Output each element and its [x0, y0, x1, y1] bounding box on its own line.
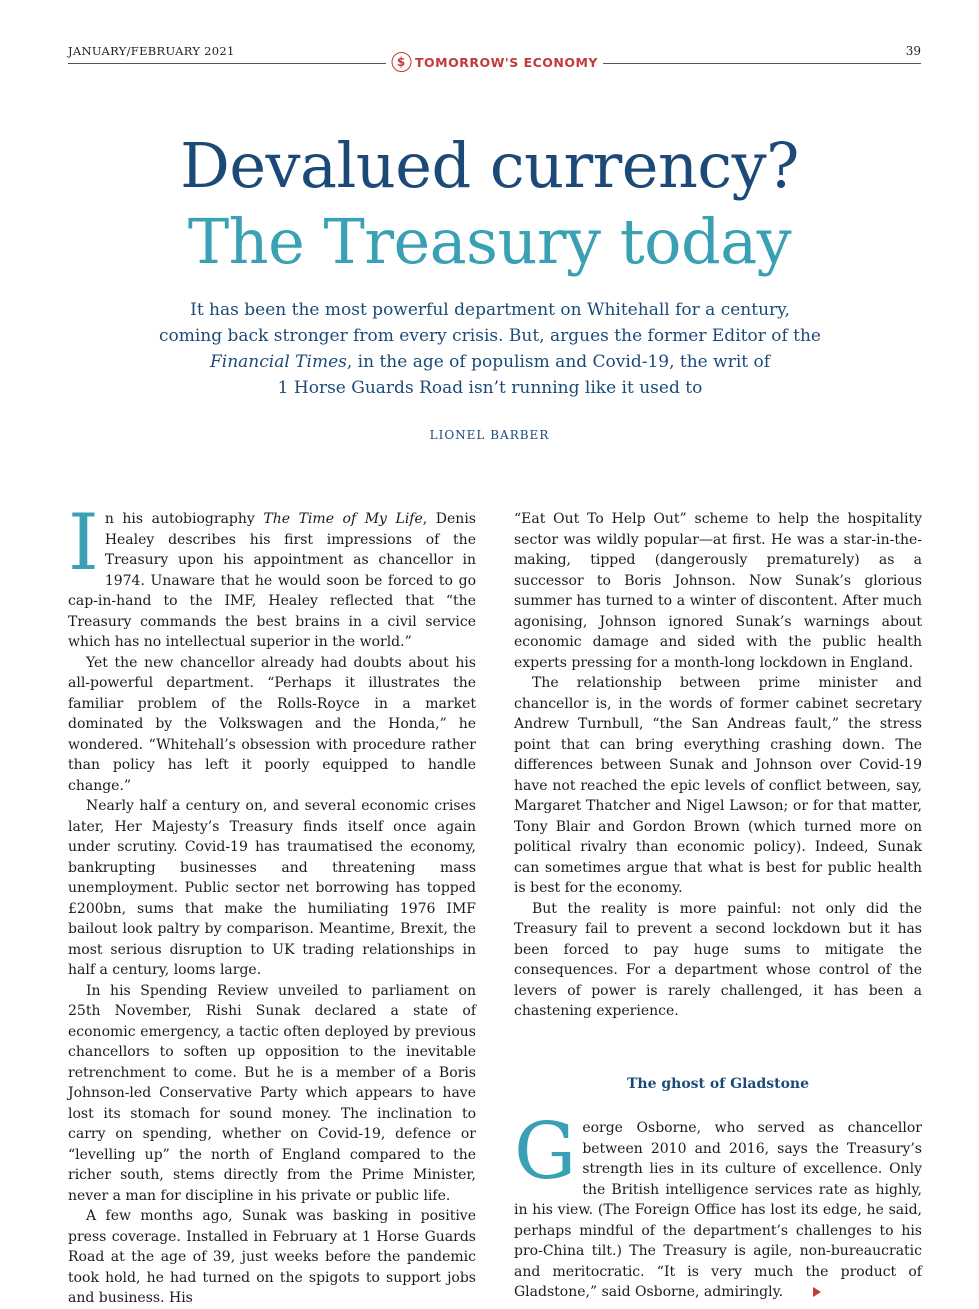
paragraph: Nearly half a century on, and several economic crises later, Her Majesty’s Treasury finds itself once again under scrutiny. Covid-19 has traumatised the economy, bankrupting businesses and threatening mass unemployment. Public sector net borrowing has topped £200bn, sums that make the humiliating 1976 IMF bailout look paltry by comparison. Meantime, Brexit, the most serious disruption to UK trading relationships in half a century, looms large.	[68, 798, 476, 978]
standfirst	[120, 297, 860, 401]
standfirst-line-3-rest: , in the age of populism and Covid-19, the writ of	[346, 352, 771, 372]
section-name: TOMORROW'S ECONOMY	[415, 54, 598, 70]
continue-arrow-icon	[813, 1287, 821, 1297]
paragraph-text: n his autobiography	[104, 511, 264, 527]
byline: LIONEL BARBER	[429, 428, 550, 442]
section-subhead: The ghost of Gladstone	[626, 1075, 810, 1092]
paragraph: In his Spending Review unveiled to parliament on 25th November, Rishi Sunak declared a state of economic emergency, a tactic often deployed by previous chancellors to soften up opposition to the inevitable retrenchment to come. But he is a member of a Boris Johnson-led Conservative Party which appears to have lost its stomach for sound money. The inclination to carry on spending, whether on Covid-19, defence or “levelling up” the north of England compared to the richer south, stems directly from the Prime Minister, never a man for discipline in his private or public life.	[68, 982, 476, 1204]
title-line-2: The Treasury today	[187, 205, 792, 278]
standfirst-line-2: coming back stronger from every crisis. But, argues the former Editor of the	[158, 326, 821, 346]
standfirst-line-3	[120, 349, 860, 375]
paragraph: A few months ago, Sunak was basking in positive press coverage. Installed in February at 1 Horse Guards Road at the age of 39, just weeks before the pandemic took hold, he had turned on the spigots to support jobs and business. His	[68, 1208, 476, 1306]
paragraph-text: , Denis Healey describes his first impressions of the Treasury upon his appointment as chancellor in 1974. Unaware that he would soon be forced to go cap-in-hand to the IMF, Healey reflected that “the Treasury commands the best brains in a civil service which has no intellectual superior in the world.”	[68, 511, 476, 650]
header-rule-left	[68, 63, 386, 64]
publication-name: Financial Times	[209, 352, 347, 372]
issue-date: JANUARY/FEBRUARY 2021	[68, 44, 235, 58]
page-number: 39	[905, 44, 921, 58]
dollar-logo-icon: $	[391, 52, 411, 72]
paragraph	[514, 1107, 922, 1303]
paragraph: Yet the new chancellor already had doubts about his all-powerful department. “Perhaps it illustrates the familiar problem of the Rolls-Royce in a market dominated by the Volkswagen and the Honda,” he wondered. “Whitehall’s obsession with procedure rather than policy has left it poorly equipped to handle change.”	[68, 654, 476, 794]
paragraph: The relationship between prime minister and chancellor is, in the words of former cabinet secretary Andrew Turnbull, “the San Andreas fault,” the stress point that can bring everything crashing down. The differences between Sunak and Johnson over Covid-19 have not reached the epic levels of conflict between, say, Margaret Thatcher and Nigel Lawson; or for that matter, Tony Blair and Gordon Brown (which turned more on political rivalry than economic policy). Indeed, Sunak can sometimes argue that what is best for public health is best for the economy.	[514, 675, 922, 896]
page-header	[68, 40, 921, 80]
section-label	[391, 52, 598, 72]
paragraph: But the reality is more painful: not only did the Treasury fail to prevent a second lockdown but it has been forced to pay huge sums to mitigate the consequences. For a department whose control of the levers of power is rarely challenged, it has been a chastening experience.	[514, 900, 922, 1019]
header-rule-right	[603, 63, 921, 64]
paragraph	[68, 498, 476, 653]
title-line-1: Devalued currency?	[180, 129, 799, 202]
paragraph: “Eat Out To Help Out” scheme to help the hospitality sector was wildly popular—at first. He was a star-in-the-making, tipped (dangerously prematurely) as a successor to Boris Johnson. Now Sunak’s glorious summer has turned to a winter of discontent. After much agonising, Johnson ignored Sunak’s warnings about economic damage and sided with the public health experts pressing for a month-long lockdown in England.	[514, 511, 922, 671]
drop-cap: G	[514, 1107, 577, 1197]
book-title: The Time of My Life	[263, 511, 423, 527]
standfirst-line-4: 1 Horse Guards Road isn’t running like it used to	[277, 378, 703, 398]
standfirst-line-1: It has been the most powerful department on Whitehall for a century,	[190, 300, 790, 320]
body-column-right	[514, 509, 922, 1303]
drop-cap: I	[68, 498, 99, 588]
body-column-left	[68, 498, 476, 1309]
paragraph-text: eorge Osborne, who served as chancellor between 2010 and 2016, says the Treasury’s strength lies in its culture of excellence. Only the British intelligence services rate as highly, in his view. (The Foreign Office has lost its edge, he said, perhaps mindful of the department’s challenges to his pro-China tilt.) The Treasury is agile, non-bureaucratic and meritocratic. “It is very much the product of Gladstone,” said Osborne, admiringly.	[514, 1120, 922, 1300]
article-title	[0, 128, 979, 280]
